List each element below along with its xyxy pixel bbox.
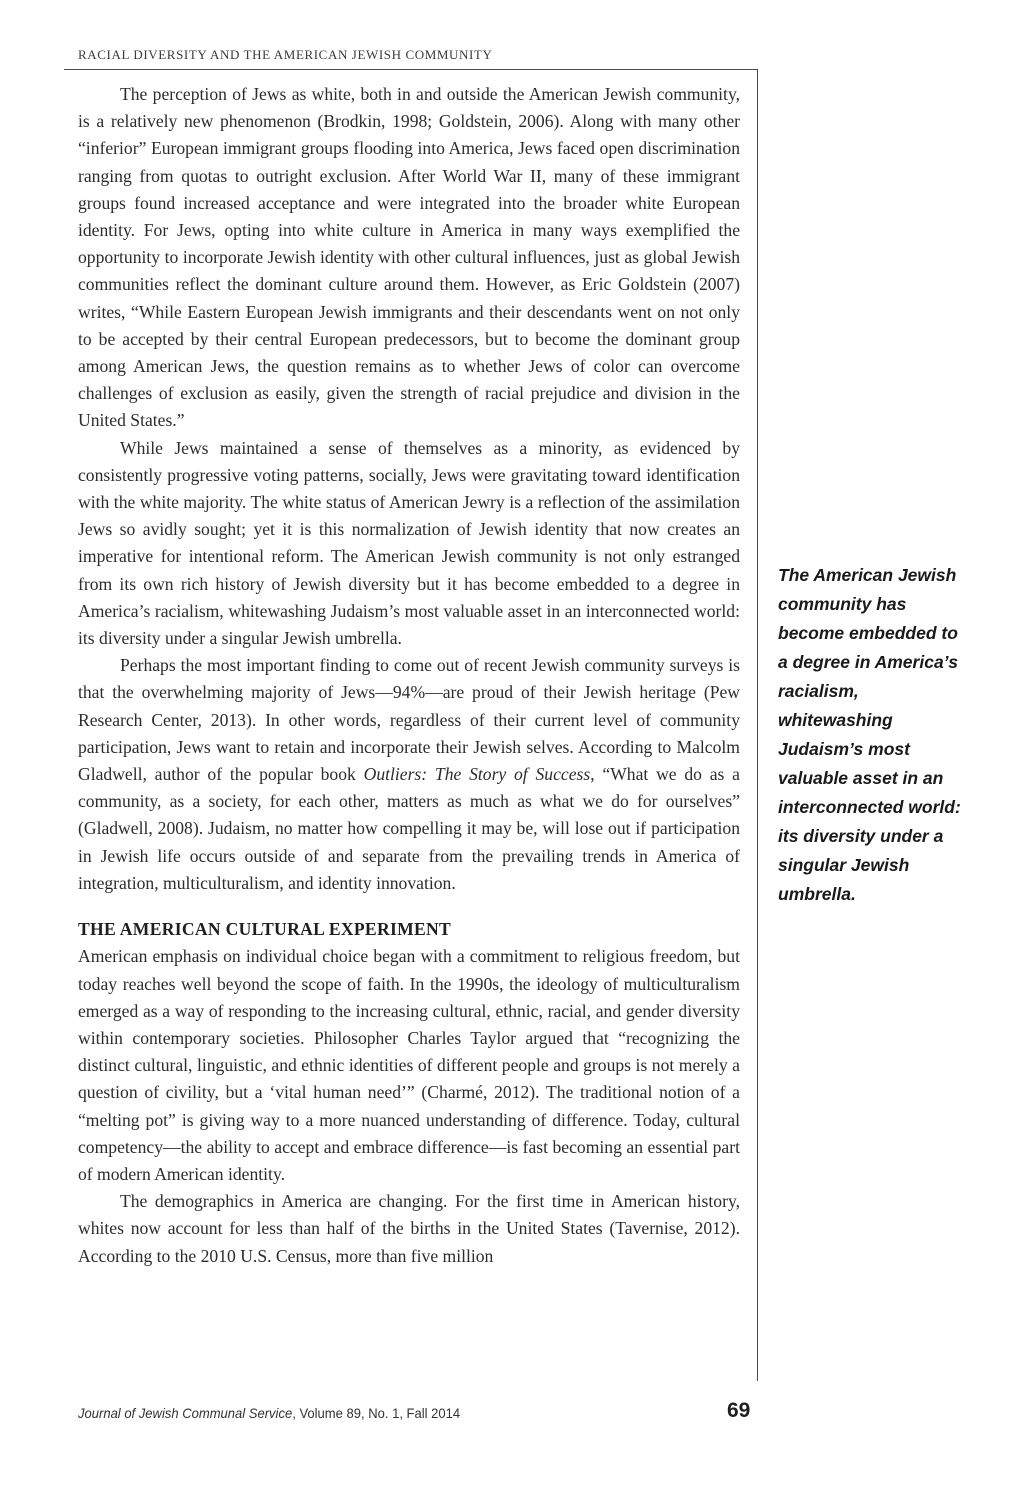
pull-quote: The American Jewish community has become embedded to a degree in America’s racialism, whitewashing Judaism’s most valuable asset in an interconnected world: its diversity under a singular Jewish umbrella. bbox=[778, 565, 961, 904]
running-head: RACIAL DIVERSITY AND THE AMERICAN JEWISH COMMUNITY bbox=[78, 47, 493, 62]
paragraph-3-text-b: , “What we do as a community, as a society, for each other, matters as much as what we do for ourselves” (Gladwell, 2008). Judaism, no matter how compelling it may be, will lose out if participation in Jewish life occurs outside of and separate from the prevailing trends in America of integration, multiculturalism, and identity innovation. bbox=[78, 764, 740, 893]
column-rule bbox=[757, 69, 758, 1381]
journal-issue: , Volume 89, No. 1, Fall 2014 bbox=[292, 1405, 461, 1421]
section-heading: THE AMERICAN CULTURAL EXPERIMENT bbox=[78, 919, 452, 940]
paragraph-5: The demographics in America are changing. For the first time in American history, whites now account for less than half of the births in the United States (Tavernise, 2012). According to the 2010 U.S. Census, more than five million bbox=[78, 1191, 740, 1266]
paragraph-3-text-a: Perhaps the most important finding to come out of recent Jewish community surveys is that the overwhelming majority of Jews—94%—are proud of their Jewish heritage (Pew Research Center, 2013). In other words, regardless of their current level of community participation, Jews want to retain and incorporate their Jewish selves. According to Malcolm Gladwell, author of the popular book bbox=[78, 655, 740, 785]
paragraph-4: American emphasis on individual choice began with a commitment to religious freedom, but today reaches well beyond the scope of faith. In the 1990s, the ideology of multiculturalism emerged as a way of responding to the increasing cultural, ethnic, racial, and gender diversity within contemporary societies. Philosopher Charles Taylor argued that “recognizing the distinct cultural, linguistic, and ethnic identities of different people and groups is not merely a question of civility, but a ‘vital human need’” (Charmé, 2012). The traditional notion of a “melting pot” is giving way to a more nuanced understanding of difference. Today, cultural competency—the ability to accept and embrace difference—is fast becoming an essential part of modern American identity. bbox=[78, 946, 740, 1184]
book-title: Outliers: The Story of Success bbox=[363, 764, 591, 785]
paragraph-2: While Jews maintained a sense of themselves as a minority, as evidenced by consistently progressive voting patterns, socially, Jews were gravitating toward identification with the white majority. The white status of American Jewry is a reflection of the assimilation Jews so avidly sought; yet it is this normalization of Jewish identity that now creates an imperative for intentional reform. The American Jewish community is not only estranged from its own rich history of Jewish diversity but it has become embedded to a degree in America’s racialism, whitewashing Judaism’s most valuable asset in an interconnected world: its diversity under a singular Jewish umbrella. bbox=[78, 437, 740, 649]
journal-name: Journal of Jewish Communal Service bbox=[78, 1405, 293, 1421]
header-rule bbox=[64, 69, 758, 70]
article-body bbox=[78, 81, 740, 1270]
page-number: 69 bbox=[727, 1399, 751, 1422]
paragraph-3 bbox=[78, 652, 740, 897]
paragraph-1: The perception of Jews as white, both in and outside the American Jewish community, is a relatively new phenomenon (Brodkin, 1998; Goldstein, 2006). Along with many other “inferior” European immigrant groups flooding into America, Jews faced open discrimination ranging from quotas to outright exclusion. After World War II, many of these immigrant groups found increased acceptance and were integrated into the broader white European identity. For Jews, opting into white culture in America in many ways exemplified the opportunity to incorporate Jewish identity with other cultural influences, just as global Jewish communities reflect the dominant culture around them. However, as Eric Goldstein (2007) writes, “While Eastern European Jewish immigrants and their descendants went on not only to be accepted by their central European predecessors, but to become the dominant group among American Jews, the question remains as to whether Jews of color can overcome challenges of exclusion as easily, given the strength of racial prejudice and division in the United States.” bbox=[78, 84, 740, 431]
footer-citation bbox=[78, 1405, 460, 1421]
